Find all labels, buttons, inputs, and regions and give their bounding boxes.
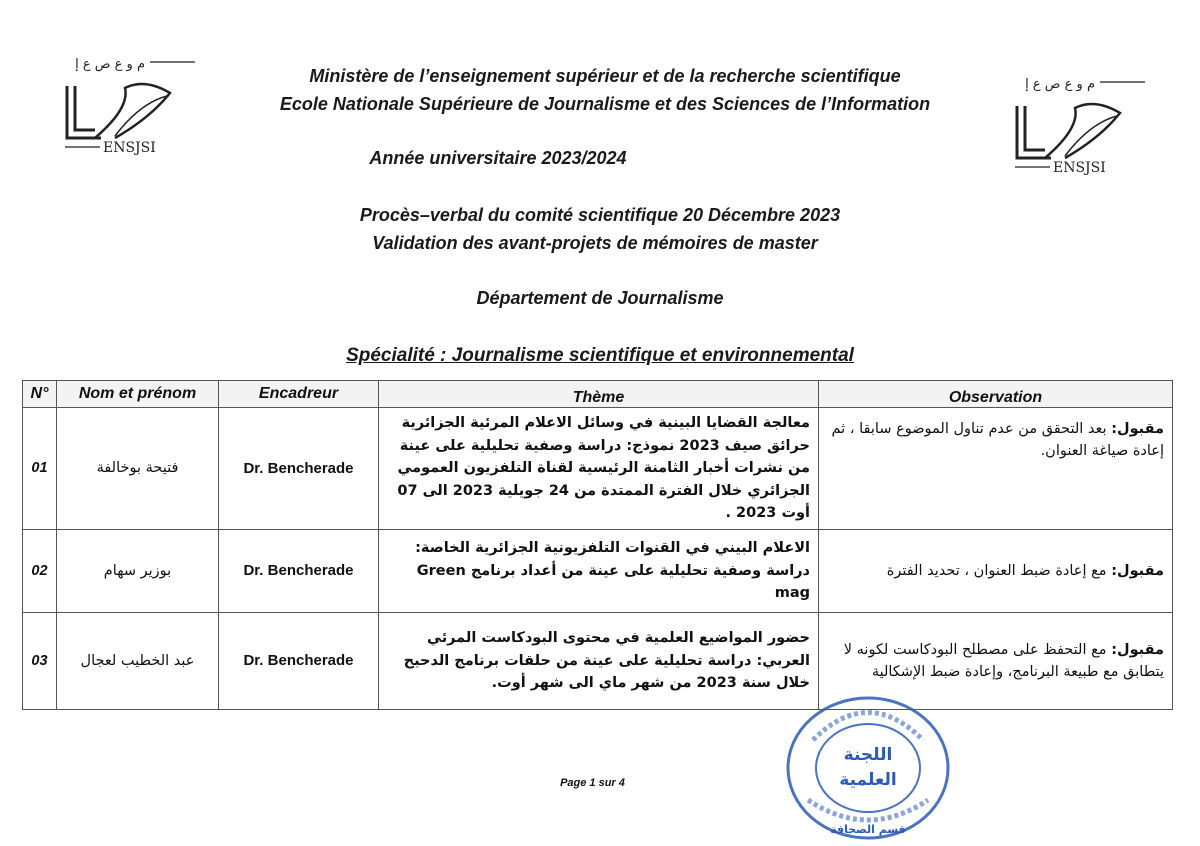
stamp-text-2: العلمية — [839, 770, 897, 790]
theme-text: معالجة القضايا البينية في وسائل الاعلام المرئية الجزائرية حرائق صيف 2023 نموذج: دراسة وصفية تحليلية على عينة من نشرات أخبار الثامنة الرئيسية لقناة التلفزيون العمومي الجزائري خلال الفترة الممتدة من 24 جويلية 2023 الى 07 أوت 2023 . — [379, 408, 819, 530]
logo-arabic: م و ع ص ع إ — [1025, 77, 1095, 92]
table-header-row — [23, 381, 1173, 408]
col-header-name: Nom et prénom — [57, 381, 219, 408]
observation-text: مع إعادة ضبط العنوان ، تحديد الفترة — [886, 562, 1107, 579]
table-row — [23, 530, 1173, 613]
student-name: عبد الخطيب لعجال — [57, 613, 219, 710]
stamp-ring-text: قسم الصحافة — [830, 823, 906, 836]
row-number: 01 — [23, 408, 57, 530]
observation-label: مقبول: — [1111, 562, 1164, 579]
logo-text: ENSJSI — [1053, 160, 1106, 176]
pv-title: Procès–verbal du comité scientifique 20 Décembre 2023 — [359, 205, 841, 225]
academic-year: Année universitaire 2023/2024 — [369, 148, 627, 168]
table-row — [23, 613, 1173, 710]
observation-cell — [819, 530, 1173, 613]
school-title: Ecole Nationale Supérieure de Journalisme et des Sciences de l’Information — [279, 94, 931, 114]
ministry-title: Ministère de l’enseignement supérieur et de la recherche scientifique — [309, 66, 901, 86]
speciality-title: Spécialité : Journalisme scientifique et environnemental — [346, 345, 854, 366]
student-name: فتيحة بوخالفة — [57, 408, 219, 530]
stamp-text-1: اللجنة — [843, 745, 893, 765]
row-number: 02 — [23, 530, 57, 613]
supervisor-name: Dr. Bencherade — [219, 408, 379, 530]
logo-arabic: م و ع ص ع إ — [75, 57, 145, 72]
logo-text: ENSJSI — [103, 140, 156, 156]
table-row — [23, 408, 1173, 530]
observation-label: مقبول: — [1111, 641, 1164, 658]
row-number: 03 — [23, 613, 57, 710]
validation-table — [22, 380, 1173, 710]
department-title: Département de Journalisme — [476, 288, 724, 308]
theme-text: الاعلام البيني في القنوات التلفزيونية الجزائرية الخاصة: دراسة وصفية تحليلية على عينة من أعداد برنامج Green mag — [379, 530, 819, 613]
theme-text: حضور المواضيع العلمية في محتوى البودكاست المرئي العربي: دراسة تحليلية على عينة من حلقات برنامج الدحيح خلال سنة 2023 من شهر ماي الى شهر أوت. — [379, 613, 819, 710]
col-header-supervisor: Encadreur — [219, 381, 379, 408]
observation-text: مع التحفظ على مصطلح البودكاست لكونه لا يتطابق مع طبيعة البرنامج، وإعادة ضبط الإشكالية — [843, 641, 1164, 680]
observation-cell — [819, 408, 1173, 530]
observation-label: مقبول: — [1111, 421, 1164, 437]
supervisor-name: Dr. Bencherade — [219, 613, 379, 710]
official-stamp — [783, 690, 953, 842]
pv-subtitle: Validation des avant-projets de mémoires de master — [372, 233, 818, 253]
student-name: بوزير سهام — [57, 530, 219, 613]
page-number: Page 1 sur 4 — [560, 777, 625, 789]
col-header-observation: Observation — [819, 381, 1173, 408]
observation-text: بعد التحقق من عدم تناول الموضوع سابقا ، ثم إعادة صياغة العنوان. — [831, 421, 1164, 460]
supervisor-name: Dr. Bencherade — [219, 530, 379, 613]
col-header-theme: Thème — [379, 381, 819, 408]
col-header-number: N° — [23, 381, 57, 408]
